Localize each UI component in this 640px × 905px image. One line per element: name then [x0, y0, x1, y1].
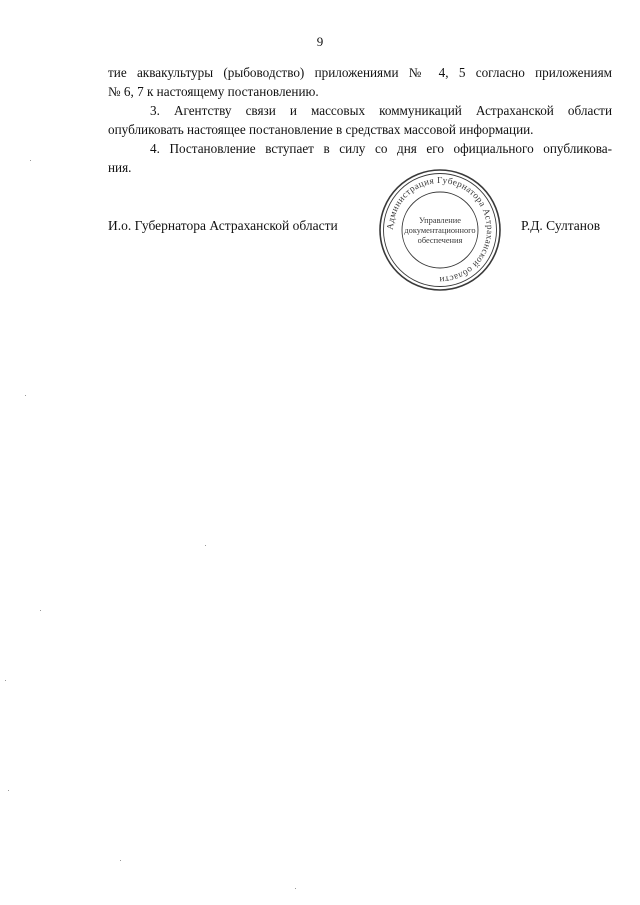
document-body [108, 63, 612, 177]
seal-center-line-1: Управление [418, 216, 462, 225]
paragraph-3-line-2: опубликовать настоящее постановление в средствах массовой информации. [108, 122, 534, 137]
paragraph-4-line-2: ния. [108, 160, 132, 175]
signatory-name: Р.Д. Султанов [521, 218, 601, 233]
seal-ring-text: Администрация Губернатора Астраханской области [384, 174, 496, 286]
paragraph-1-line-2: № 6, 7 к настоящему постановлению. [108, 84, 319, 99]
paragraph-1-line-1: тие аквакультуры (рыбоводство) приложениями № 4, 5 согласно приложениям [108, 65, 612, 80]
scan-speck [40, 610, 41, 611]
scan-speck [120, 860, 121, 861]
signatory-title: И.о. Губернатора Астраханской области [108, 218, 338, 233]
scan-speck [5, 680, 6, 681]
paragraph-4-line-1: 4. Постановление вступает в силу со дня его официального опубликова- [150, 141, 612, 156]
seal-center-line-3: обеспечения [417, 236, 463, 245]
scan-speck [8, 790, 9, 791]
official-seal [377, 167, 503, 293]
seal-center-line-2: документационного [404, 226, 476, 235]
scan-speck [30, 160, 31, 161]
scan-speck [25, 395, 26, 396]
page-number: 9 [316, 34, 324, 49]
scan-speck [205, 545, 206, 546]
paragraph-3-line-1: 3. Агентству связи и массовых коммуникаций Астраханской области [150, 103, 612, 118]
scan-speck [295, 888, 296, 889]
